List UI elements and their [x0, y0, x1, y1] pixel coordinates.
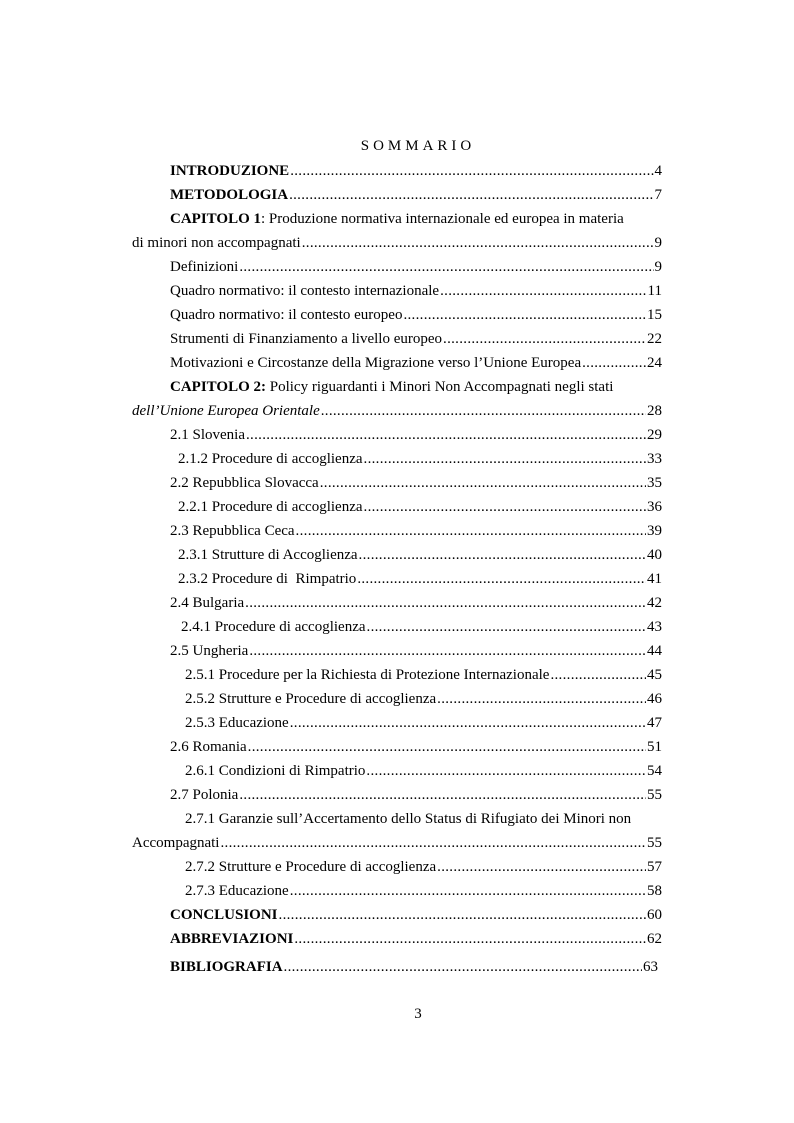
toc-entry-page: 63	[643, 959, 658, 975]
chapter-label: CAPITOLO 2:	[170, 379, 266, 395]
toc-entry[interactable]	[132, 401, 662, 421]
toc-entry-label: CONCLUSIONI	[170, 907, 278, 923]
toc-entry-label: Quadro normativo: il contesto europeo	[170, 307, 403, 323]
toc-entry-page: 40	[647, 547, 662, 563]
toc-entry-page: 60	[647, 907, 662, 923]
toc-entry[interactable]	[170, 641, 662, 661]
toc-entry[interactable]	[185, 713, 662, 733]
toc-entry-page: 42	[647, 595, 662, 611]
toc-entry-page: 43	[647, 619, 662, 635]
toc-entry-page: 55	[647, 787, 662, 803]
toc-entry[interactable]	[170, 473, 662, 493]
toc-entry-label: 2.5.1 Procedure per la Richiesta di Protezione Internazionale	[185, 667, 550, 683]
toc-entry-label: Strumenti di Finanziamento a livello europeo	[170, 331, 443, 347]
toc-entry-page: 58	[647, 883, 662, 899]
toc-entry[interactable]	[132, 233, 662, 253]
toc-entry-label: 2.2.1 Procedure di accoglienza	[178, 499, 363, 515]
toc-entry-label: 2.5 Ungheria	[170, 643, 249, 659]
toc-entry-label: Accompagnati	[132, 835, 220, 851]
toc-entry[interactable]	[185, 689, 662, 709]
toc-entry-label: 2.7 Polonia	[170, 787, 239, 803]
toc-entry[interactable]	[178, 545, 662, 565]
toc-entry-label: INTRODUZIONE	[170, 163, 290, 179]
leader-dots	[249, 641, 646, 661]
leader-dots	[440, 281, 646, 301]
toc-entry-label: 2.5.3 Educazione	[185, 715, 289, 731]
section-heading[interactable]	[185, 809, 631, 829]
toc-entry-label: di minori non accompagnati	[132, 235, 301, 251]
leader-dots	[550, 665, 646, 685]
toc-entry[interactable]	[178, 449, 662, 469]
leader-dots	[367, 617, 646, 637]
leader-dots	[289, 185, 653, 205]
toc-entry[interactable]	[170, 521, 662, 541]
toc-entry-page: 55	[647, 835, 662, 851]
toc-entry-page: 47	[647, 715, 662, 731]
toc-entry-label: 2.3.2 Procedure di Rimpatrio	[178, 571, 357, 587]
toc-entry[interactable]	[132, 833, 662, 853]
toc-entry[interactable]	[170, 785, 662, 805]
leader-dots	[359, 545, 646, 565]
toc-entry-page: 4	[654, 163, 662, 179]
toc-entry-label: 2.3 Repubblica Ceca	[170, 523, 295, 539]
toc-entry-page: 35	[647, 475, 662, 491]
toc-entry-page: 44	[647, 643, 662, 659]
chapter-heading[interactable]	[170, 377, 613, 397]
chapter-title: : Produzione normativa internazionale ed europea in materia	[261, 211, 624, 227]
toc-entry-page: 39	[647, 523, 662, 539]
leader-dots	[239, 785, 646, 805]
toc-entry-label: 2.7.3 Educazione	[185, 883, 289, 899]
toc-entry-label: METODOLOGIA	[170, 187, 289, 203]
leader-dots	[279, 905, 646, 925]
toc-entry-page: 41	[647, 571, 662, 587]
toc-entry-page: 9	[654, 235, 662, 251]
leader-dots	[403, 305, 646, 325]
toc-entry[interactable]	[170, 929, 662, 949]
leader-dots	[296, 521, 646, 541]
toc-entry-page: 9	[654, 259, 662, 275]
page-number: 3	[414, 1006, 422, 1022]
toc-entry-page: 15	[647, 307, 662, 323]
leader-dots	[321, 401, 646, 421]
leader-dots	[582, 353, 646, 373]
toc-entry-label: ABBREVIAZIONI	[170, 931, 294, 947]
toc-entry-page: 54	[647, 763, 662, 779]
toc-entry[interactable]	[181, 617, 662, 637]
section-title: 2.7.1 Garanzie sull’Accertamento dello Status di Rifugiato dei Minori non	[185, 811, 632, 827]
toc-entry-label: 2.6.1 Condizioni di Rimpatrio	[185, 763, 366, 779]
leader-dots	[220, 833, 646, 853]
leader-dots	[364, 449, 646, 469]
leader-dots	[357, 569, 646, 589]
toc-entry[interactable]	[170, 353, 662, 373]
toc-entry-label: 2.6 Romania	[170, 739, 247, 755]
leader-dots	[437, 689, 646, 709]
leader-dots	[290, 161, 653, 181]
toc-entry-page: 11	[647, 283, 662, 299]
leader-dots	[443, 329, 646, 349]
toc-entry[interactable]	[170, 185, 662, 205]
leader-dots	[294, 929, 646, 949]
toc-entry-page: 24	[647, 355, 662, 371]
leader-dots	[290, 881, 646, 901]
leader-dots	[366, 761, 646, 781]
chapter-label: CAPITOLO 1	[170, 211, 261, 227]
toc-entry[interactable]	[170, 905, 662, 925]
toc-entry-label: 2.7.2 Strutture e Procedure di accoglienza	[185, 859, 437, 875]
toc-entry-page: 36	[647, 499, 662, 515]
leader-dots	[245, 593, 646, 613]
leader-dots	[302, 233, 654, 253]
toc-entry[interactable]	[178, 569, 662, 589]
toc-entry-label: 2.5.2 Strutture e Procedure di accoglienza	[185, 691, 437, 707]
toc-entry-page: 22	[647, 331, 662, 347]
toc-entry-page: 28	[647, 403, 662, 419]
toc-entry-label: 2.4 Bulgaria	[170, 595, 245, 611]
toc-entry[interactable]	[170, 281, 662, 301]
toc-entry[interactable]	[185, 761, 662, 781]
toc-entry-page: 46	[647, 691, 662, 707]
leader-dots	[437, 857, 646, 877]
toc-entry-label: 2.2 Repubblica Slovacca	[170, 475, 319, 491]
toc-entry[interactable]	[185, 857, 662, 877]
leader-dots	[290, 713, 646, 733]
toc-entry-page: 7	[654, 187, 662, 203]
toc-entry-page: 51	[647, 739, 662, 755]
leader-dots	[320, 473, 646, 493]
toc-entry[interactable]	[170, 161, 662, 181]
toc-entry-label: dell’Unione Europea Orientale	[132, 403, 320, 419]
toc-entry-label: 2.3.1 Strutture di Accoglienza	[178, 547, 358, 563]
chapter-heading[interactable]	[170, 209, 624, 229]
leader-dots	[246, 425, 646, 445]
toc-entry-page: 45	[647, 667, 662, 683]
toc-entry-label: Quadro normativo: il contesto internazionale	[170, 283, 440, 299]
toc-entry[interactable]	[170, 329, 662, 349]
leader-dots	[239, 257, 653, 277]
toc-entry[interactable]	[185, 665, 662, 685]
toc-entry[interactable]	[170, 737, 662, 757]
toc-entry-label: 2.1.2 Procedure di accoglienza	[178, 451, 363, 467]
toc-entry-label: BIBLIOGRAFIA	[170, 959, 283, 975]
toc-entry-page: 57	[647, 859, 662, 875]
toc-entry-page: 62	[647, 931, 662, 947]
toc-entry-page: 33	[647, 451, 662, 467]
toc-entry-label: Definizioni	[170, 259, 239, 275]
toc-entry[interactable]	[170, 957, 658, 977]
toc-entry-label: 2.4.1 Procedure di accoglienza	[181, 619, 366, 635]
toc-entry-label: Motivazioni e Circostanze della Migrazione verso l’Unione Europea	[170, 355, 582, 371]
leader-dots	[364, 497, 646, 517]
toc-entry[interactable]	[170, 593, 662, 613]
chapter-title: Policy riguardanti i Minori Non Accompagnati negli stati	[265, 379, 614, 395]
toc-entry[interactable]	[185, 881, 662, 901]
toc-entry[interactable]	[170, 257, 662, 277]
leader-dots	[248, 737, 646, 757]
toc-entry-page: 29	[647, 427, 662, 443]
toc-entry-label: 2.1 Slovenia	[170, 427, 245, 443]
leader-dots	[284, 957, 642, 977]
toc-title: SOMMARIO	[360, 138, 476, 154]
toc-entry[interactable]	[170, 425, 662, 445]
toc-entry[interactable]	[178, 497, 662, 517]
toc-entry[interactable]	[170, 305, 662, 325]
